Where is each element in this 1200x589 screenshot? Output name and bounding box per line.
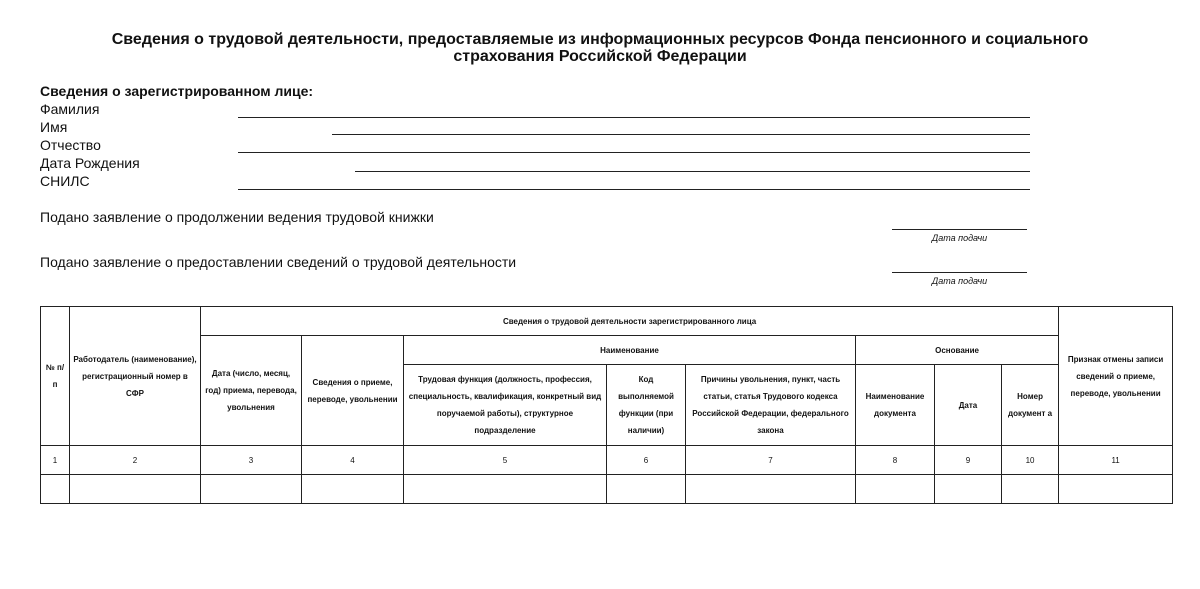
empty-cell[interactable] xyxy=(41,475,70,504)
empty-cell[interactable] xyxy=(70,475,201,504)
field-label-name: Имя xyxy=(40,119,68,135)
column-number: 2 xyxy=(70,446,201,475)
empty-cell[interactable] xyxy=(201,475,302,504)
empty-cell[interactable] xyxy=(607,475,686,504)
column-number: 4 xyxy=(302,446,404,475)
date-caption-activity-info: Дата подачи xyxy=(931,276,988,286)
date-line-work-book[interactable] xyxy=(892,229,1027,230)
document-title: Сведения о трудовой деятельности, предоставляемые из информационных ресурсов Фонда пенсионного и социального страхования Российской Федерации xyxy=(111,31,1089,65)
column-number: 11 xyxy=(1059,446,1173,475)
header-group-activity: Сведения о трудовой деятельности зарегистрированного лица xyxy=(201,307,1059,336)
column-number: 8 xyxy=(856,446,935,475)
header-document-number: Номер документ а xyxy=(1002,365,1059,446)
registered-person-heading: Сведения о зарегистрированном лице: xyxy=(40,83,314,99)
empty-cell[interactable] xyxy=(1002,475,1059,504)
header-function-code: Код выполняемой функции (при наличии) xyxy=(607,365,686,446)
activity-table xyxy=(40,306,1173,504)
field-label-patronymic: Отчество xyxy=(40,137,101,153)
date-line-activity-info[interactable] xyxy=(892,272,1027,273)
column-number: 10 xyxy=(1002,446,1059,475)
header-group-name: Наименование xyxy=(404,336,856,365)
statement-activity-info: Подано заявление о предоставлении сведений о трудовой деятельности xyxy=(40,254,517,270)
empty-cell[interactable] xyxy=(404,475,607,504)
table-row xyxy=(41,475,1173,504)
header-date: Дата (число, месяц, год) приема, перевода, увольнения xyxy=(201,336,302,446)
statement-work-book: Подано заявление о продолжении ведения трудовой книжки xyxy=(40,209,434,225)
header-document-name: Наименование документа xyxy=(856,365,935,446)
field-line-patronymic[interactable] xyxy=(238,152,1030,153)
column-number: 3 xyxy=(201,446,302,475)
header-cancel-sign: Признак отмены записи сведений о приеме, переводе, увольнении xyxy=(1059,307,1173,446)
date-caption-work-book: Дата подачи xyxy=(931,233,988,243)
field-line-name[interactable] xyxy=(332,134,1030,135)
header-function: Трудовая функция (должность, профессия, специальность, квалификация, конкретный вид поручаемой работы), структурное подразделение xyxy=(404,365,607,446)
empty-cell[interactable] xyxy=(686,475,856,504)
field-line-snils[interactable] xyxy=(238,189,1030,190)
column-number: 5 xyxy=(404,446,607,475)
field-line-birth-date[interactable] xyxy=(355,171,1030,172)
empty-cell[interactable] xyxy=(302,475,404,504)
empty-cell[interactable] xyxy=(935,475,1002,504)
field-label-snils: СНИЛС xyxy=(40,173,90,189)
empty-cell[interactable] xyxy=(1059,475,1173,504)
field-line-surname[interactable] xyxy=(238,117,1030,118)
column-number: 1 xyxy=(41,446,70,475)
column-number: 7 xyxy=(686,446,856,475)
header-document-date: Дата xyxy=(935,365,1002,446)
header-employer: Работодатель (наименование), регистрационный номер в СФР xyxy=(70,307,201,446)
header-row-number: № п/п xyxy=(41,307,70,446)
column-number: 6 xyxy=(607,446,686,475)
empty-cell[interactable] xyxy=(856,475,935,504)
field-label-surname: Фамилия xyxy=(40,101,100,117)
field-label-birth-date: Дата Рождения xyxy=(40,155,140,171)
header-info: Сведения о приеме, переводе, увольнении xyxy=(302,336,404,446)
column-number: 9 xyxy=(935,446,1002,475)
header-dismissal-reasons: Причины увольнения, пункт, часть статьи, статья Трудового кодекса Российской Федерации, федерального закона xyxy=(686,365,856,446)
column-number-row xyxy=(41,446,1173,475)
header-group-basis: Основание xyxy=(856,336,1059,365)
